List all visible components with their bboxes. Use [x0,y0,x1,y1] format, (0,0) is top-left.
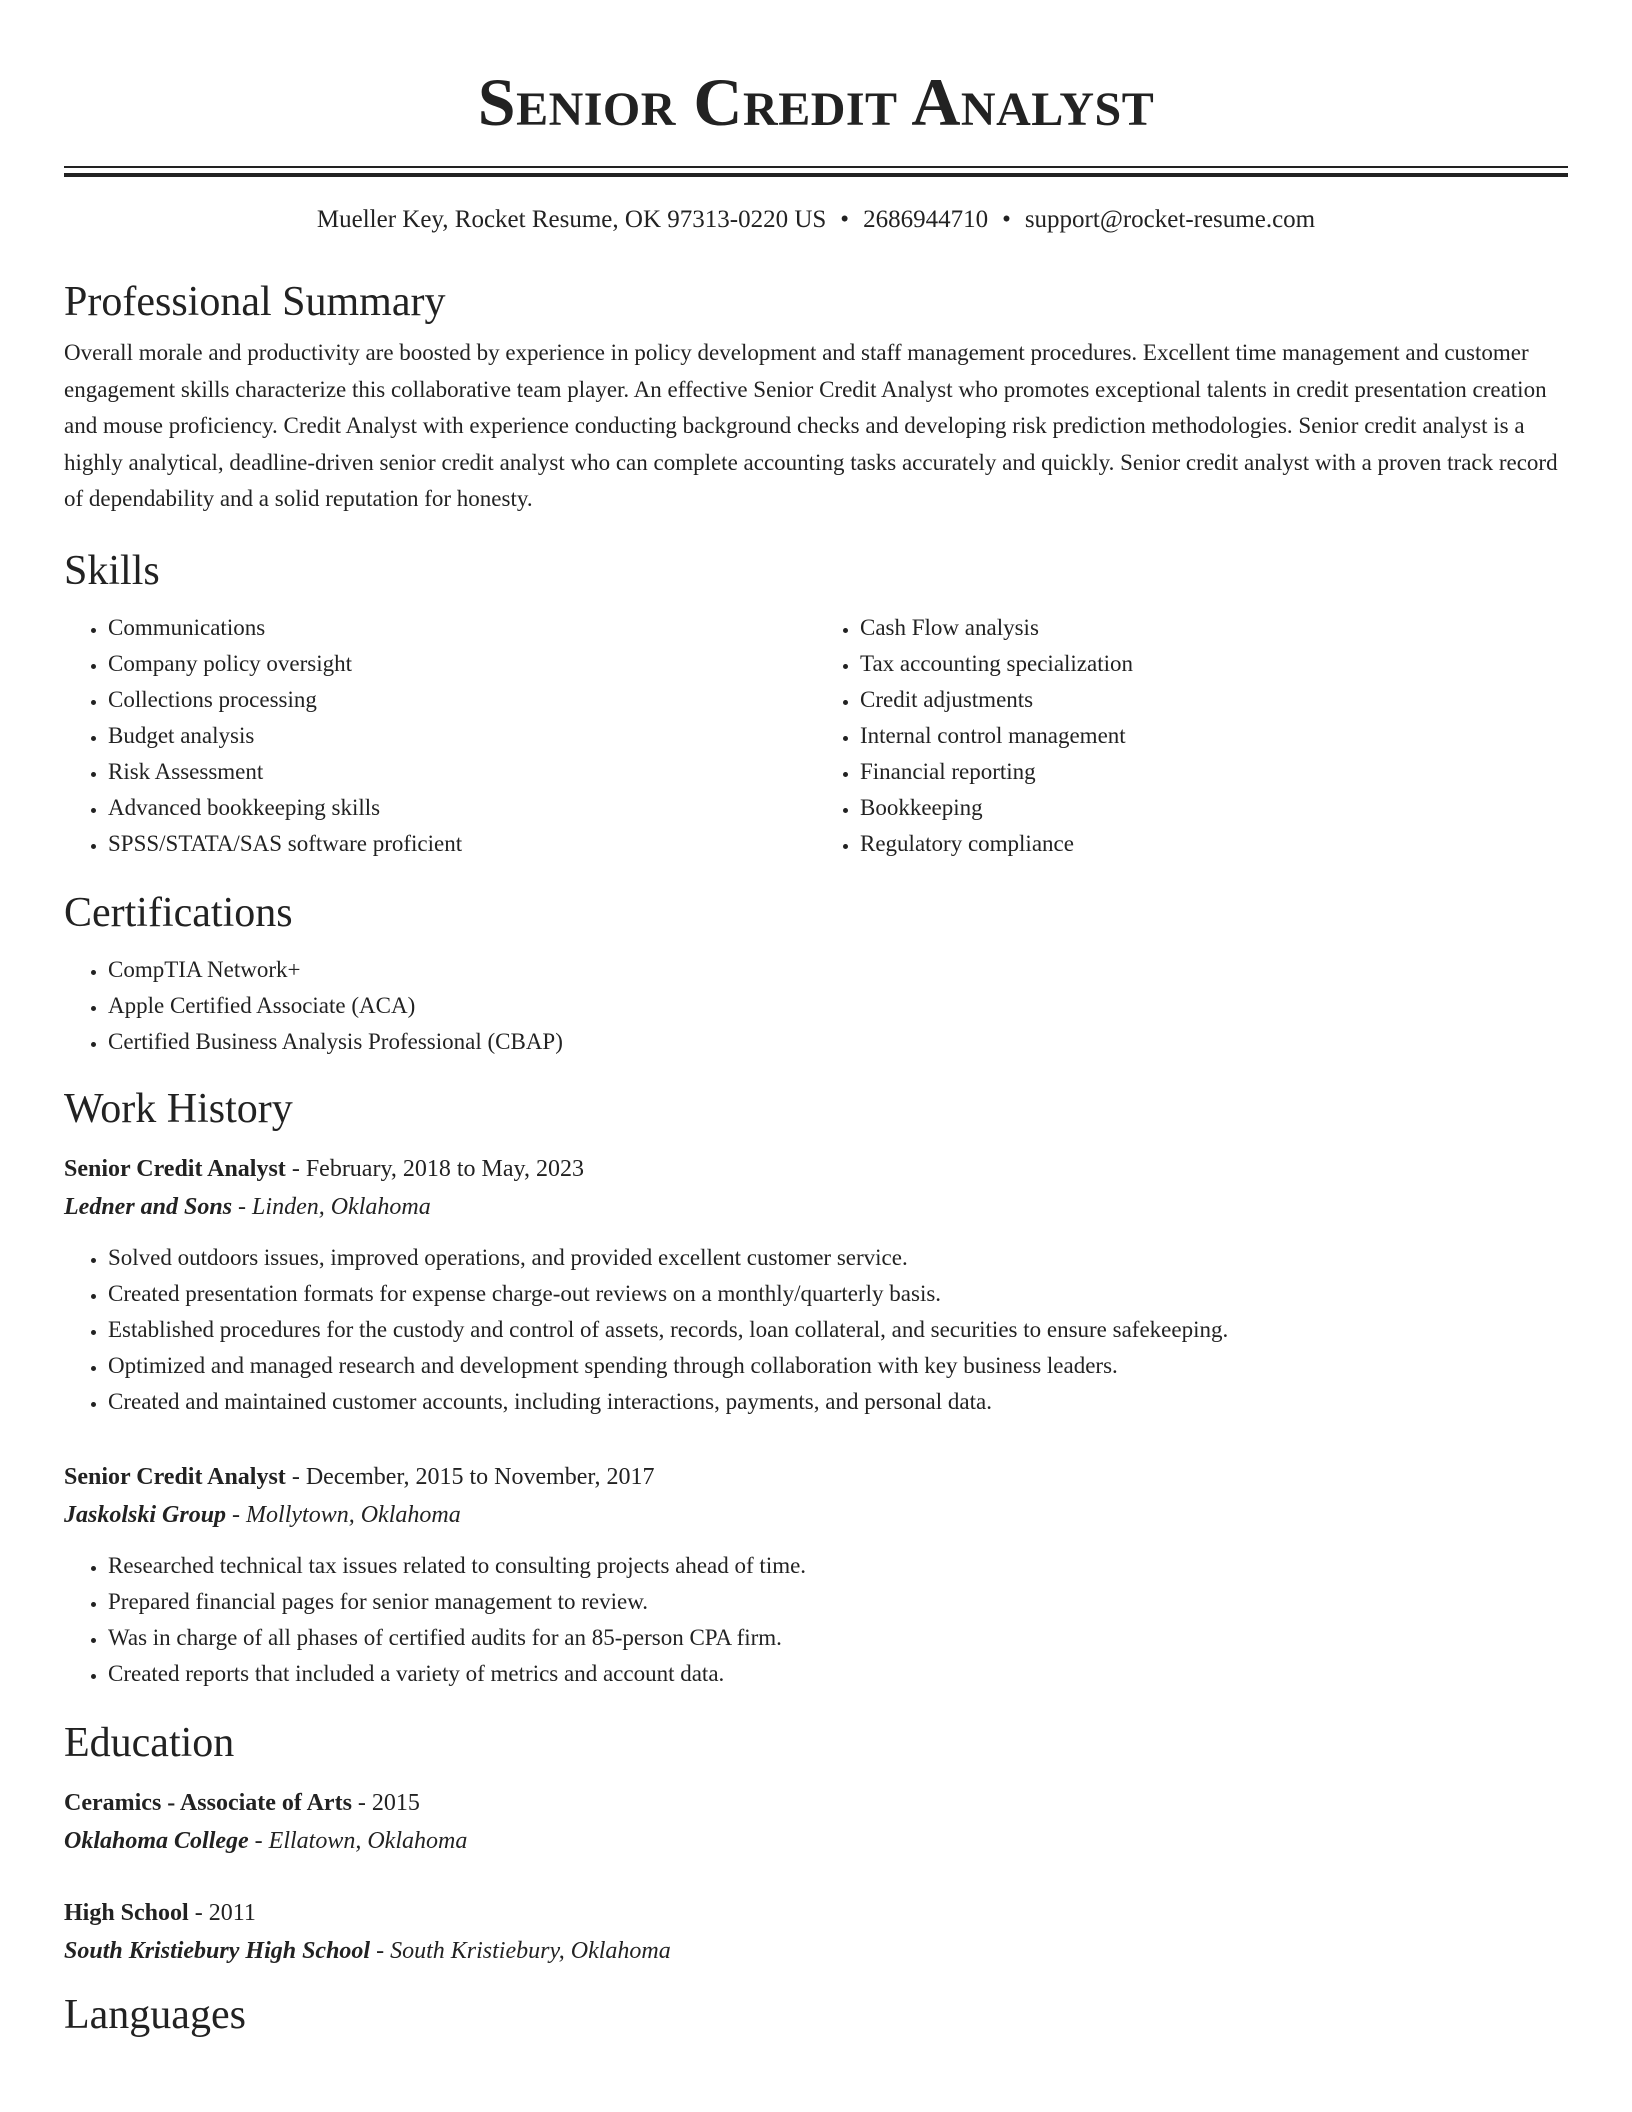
job-bullets [64,1240,1568,1420]
education-heading: Education [64,1719,235,1766]
skill-item: • SPSS/STATA/SAS software proficient [108,826,816,862]
dash-separator: - [226,1501,247,1528]
skill-item: • Risk Assessment [108,754,816,790]
job-title-line [64,1150,1568,1188]
certification-item: • Certified Business Analysis Professional (CBAP) [108,1024,1568,1060]
job-company: Jaskolski Group [64,1501,227,1528]
languages-heading: Languages [64,1991,246,2038]
skill-item: • Credit adjustments [860,682,1568,718]
certifications-list [64,952,1568,1060]
education-location: Ellatown, Oklahoma [268,1827,468,1854]
skill-item: • Cash Flow analysis [860,610,1568,646]
resume-page [64,0,1568,2040]
job-company: Ledner and Sons [64,1193,233,1220]
education-entry [64,1894,1568,1970]
skill-item: • Internal control management [860,718,1568,754]
job-bullet: • Prepared financial pages for senior management to review. [108,1584,1568,1620]
title-double-rule [64,166,1568,177]
education-year: 2015 [371,1789,420,1816]
contact-line [64,203,1568,237]
dash-separator: - [248,1827,269,1854]
dash-separator: - [370,1937,391,1964]
contact-separator: • [840,206,850,233]
dash-separator: - [285,1463,306,1490]
job-bullet: • Was in charge of all phases of certified audits for an 85-person CPA firm. [108,1620,1568,1656]
education-school: South Kristiebury High School [64,1937,371,1964]
job-company-line [64,1496,1568,1534]
job-company-line [64,1188,1568,1226]
job-title: Senior Credit Analyst [64,1155,286,1182]
job-entry [64,1458,1568,1692]
job-bullets [64,1548,1568,1692]
summary-heading: Professional Summary [64,279,446,325]
job-dates: December, 2015 to November, 2017 [305,1463,655,1490]
skill-item: • Regulatory compliance [860,826,1568,862]
education-degree: Ceramics - Associate of Arts [64,1789,352,1816]
education-degree-line [64,1784,1568,1822]
education-year: 2011 [208,1899,256,1926]
education-entry [64,1784,1568,1860]
job-title-line [64,1458,1568,1496]
certification-item: • CompTIA Network+ [108,952,1568,988]
skill-item: • Tax accounting specialization [860,646,1568,682]
job-dates: February, 2018 to May, 2023 [305,1155,584,1182]
education-school: Oklahoma College [64,1827,249,1854]
job-bullet: • Created and maintained customer accounts, including interactions, payments, and personal data. [108,1384,1568,1420]
work-history-heading: Work History [64,1085,293,1132]
skill-item: • Communications [108,610,816,646]
skills-grid [64,610,1568,862]
skill-item: • Budget analysis [108,718,816,754]
skill-item: • Collections processing [108,682,816,718]
skills-list-right [816,610,1568,862]
resume-title: Senior Credit Analyst [477,64,1155,140]
skills-list-left [64,610,816,862]
education-location: South Kristiebury, Oklahoma [390,1937,671,1964]
job-title: Senior Credit Analyst [64,1463,286,1490]
education-degree: High School [64,1899,189,1926]
dash-separator: - [232,1193,253,1220]
skill-item: • Financial reporting [860,754,1568,790]
contact-email: support@rocket-resume.com [1024,206,1316,233]
job-entry [64,1150,1568,1420]
contact-separator: • [1002,206,1011,233]
job-bullet: • Created presentation formats for expense charge-out reviews on a monthly/quarterly basis. [108,1276,1568,1312]
skill-item: • Company policy oversight [108,646,816,682]
job-bullet: • Solved outdoors issues, improved operations, and provided excellent customer service. [108,1240,1568,1276]
job-bullet: • Created reports that included a variety of metrics and account data. [108,1656,1568,1692]
skill-item: • Advanced bookkeeping skills [108,790,816,826]
dash-separator: - [188,1899,209,1926]
job-location: Mollytown, Oklahoma [246,1501,461,1528]
job-bullet: • Optimized and managed research and development spending through collaboration with key business leaders. [108,1348,1568,1384]
contact-phone: 2686944710 [863,206,989,233]
contact-address: Mueller Key, Rocket Resume, OK 97313-0220 US [316,206,827,233]
job-bullet: • Established procedures for the custody and control of assets, records, loan collateral, and securities to ensure safekeeping. [108,1312,1568,1348]
dash-separator: - [285,1155,306,1182]
skills-heading: Skills [64,547,160,594]
certification-item: • Apple Certified Associate (ACA) [108,988,1568,1024]
job-location: Linden, Oklahoma [252,1193,431,1220]
skill-item: • Bookkeeping [860,790,1568,826]
job-bullet: • Researched technical tax issues related to consulting projects ahead of time. [108,1548,1568,1584]
education-school-line [64,1932,1568,1970]
summary-text: Overall morale and productivity are boosted by experience in policy development and staff management procedures. Excellent time management and customer engagement skills characterize this collaborative team player. An effective Senior Credit Analyst who promotes exceptional talents in credit presentation creation and mouse proficiency. Credit Analyst with experience conducting background checks and developing risk prediction methodologies. Senior credit analyst is a highly analytical, deadline-driven senior credit analyst who can complete accounting tasks accurately and quickly. Senior credit analyst with a proven track record of dependability and a solid reputation for honesty. [64,340,1558,511]
education-school-line [64,1822,1568,1860]
education-degree-line [64,1894,1568,1932]
certifications-heading: Certifications [64,889,293,936]
dash-separator: - [351,1789,372,1816]
